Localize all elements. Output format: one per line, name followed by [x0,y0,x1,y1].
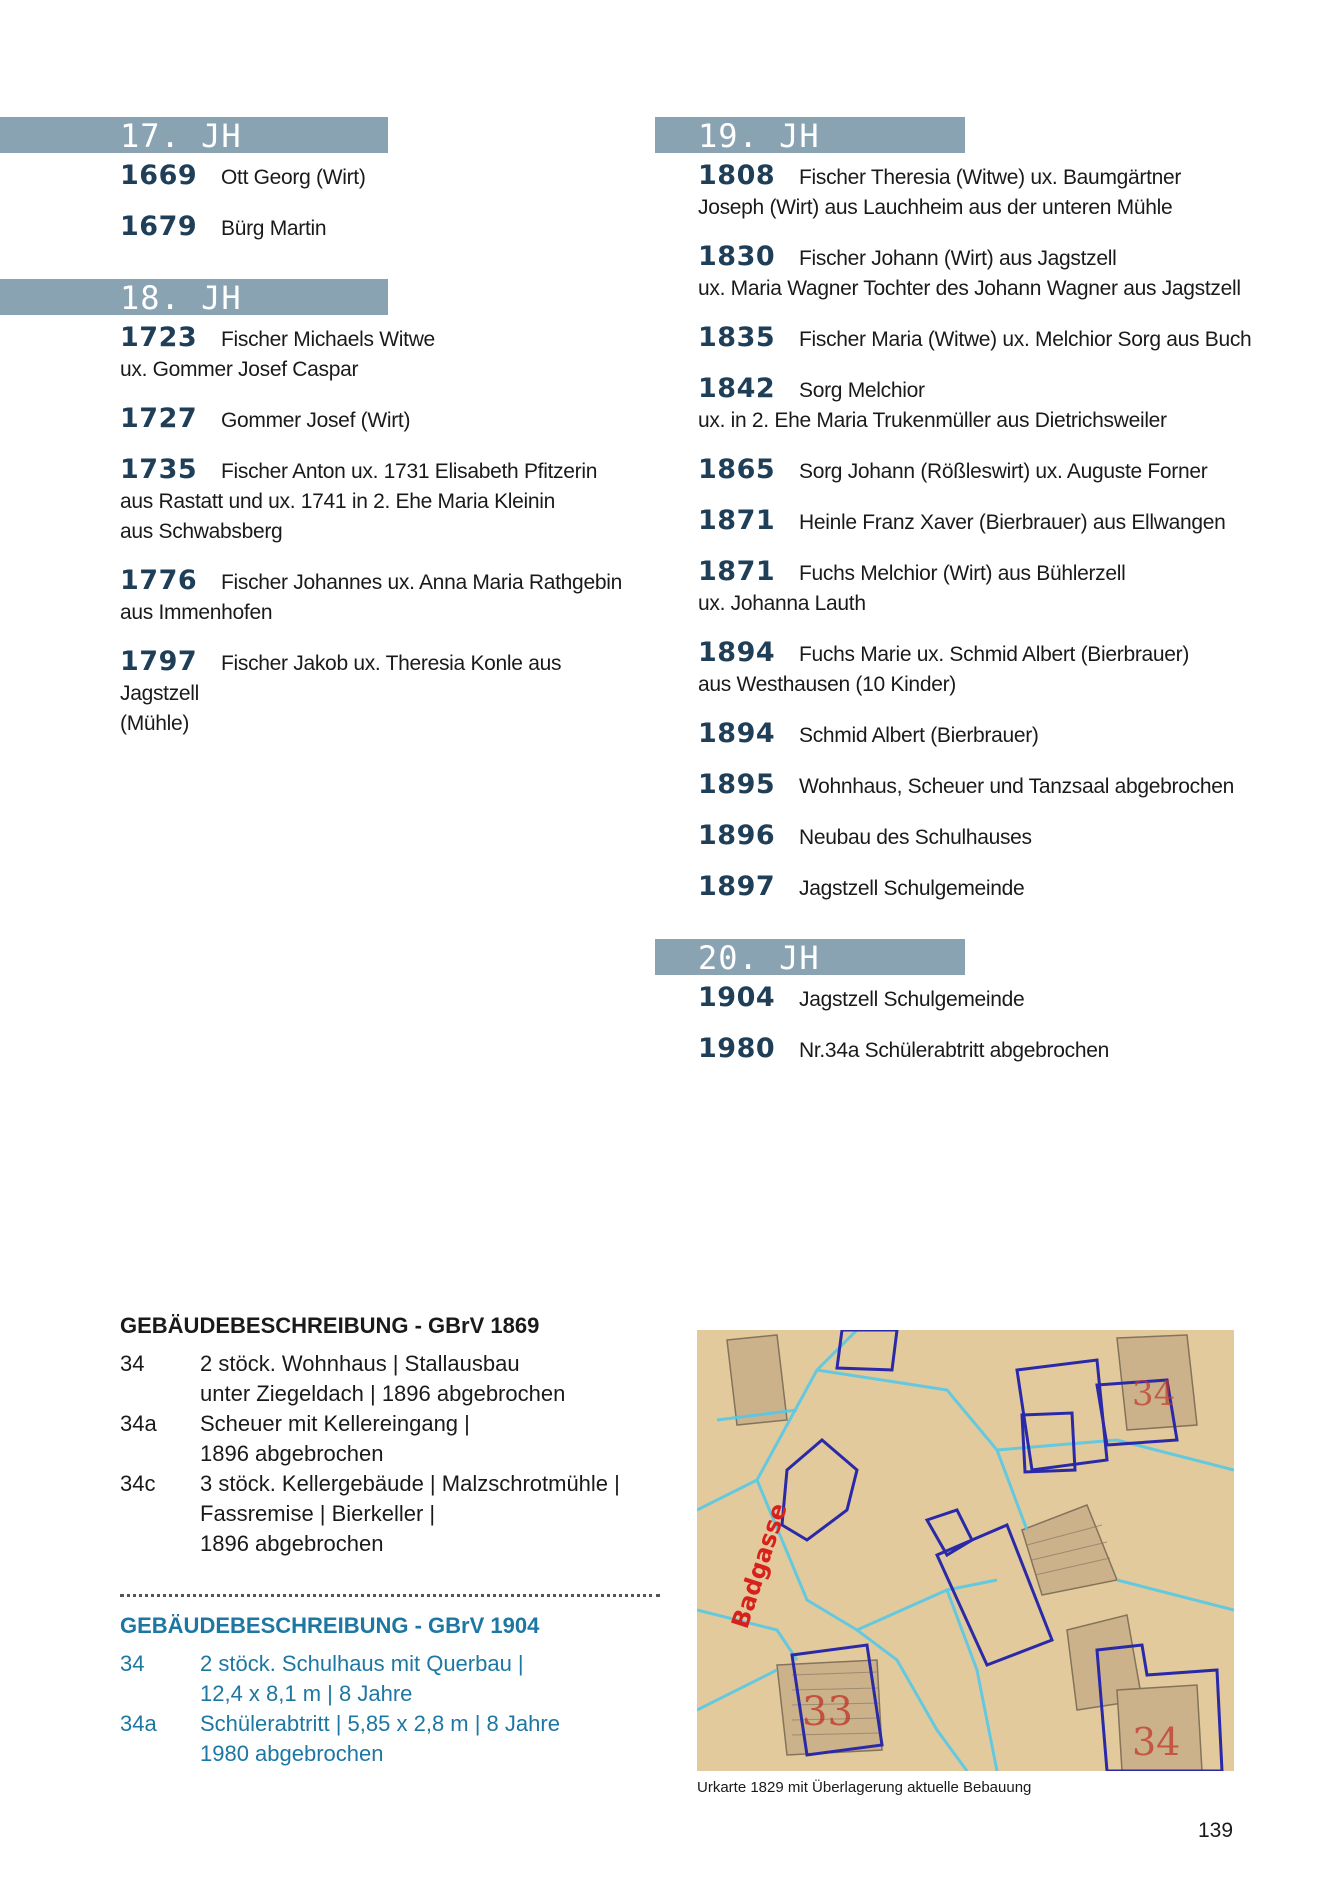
timeline-entry [698,821,1315,853]
entry-text: Fischer Maria (Witwe) ux. Melchior Sorg aus Buch [799,328,1252,351]
entry-year: 1669 [120,160,198,191]
timeline-entry [120,404,640,436]
entry-year: 1723 [120,322,198,353]
entry-text: Ott Georg (Wirt) [221,166,366,189]
entry-year: 1871 [698,556,776,587]
timeline-entry [120,647,640,739]
entry-continuation: aus Westhausen (10 Kinder) [698,673,956,696]
entry-text: Jagstzell Schulgemeinde [799,877,1025,900]
century-heading: 17. JH [0,117,388,153]
description-line: 1896 abgebrochen [200,1531,384,1556]
entry-year: 1679 [120,211,198,242]
entry-text: Sorg Johann (Rößleswirt) ux. Auguste Forner [799,460,1208,483]
timeline-entry [120,161,640,193]
building-description [200,1349,660,1409]
timeline-entry [698,455,1315,487]
entry-text: Fischer Jakob ux. Theresia Konle aus Jagstzell [120,652,562,705]
map-parcel-number: 33 [802,1689,853,1735]
page-number: 139 [1198,1819,1234,1842]
building-description [200,1409,660,1469]
entry-continuation: Joseph (Wirt) aus Lauchheim aus der unteren Mühle [698,196,1173,219]
building-number: 34a [120,1411,157,1436]
timeline-entries [0,153,640,244]
timeline-entry [698,374,1315,436]
timeline-entry [698,242,1315,304]
entry-continuation: ux. in 2. Ehe Maria Trukenmüller aus Dietrichsweiler [698,409,1167,432]
century-heading: 20. JH [655,939,965,975]
timeline-entry [698,557,1315,619]
entry-year: 1835 [698,322,776,353]
timeline-entry [698,161,1315,223]
entry-text: Fischer Michaels Witwe [221,328,435,351]
entry-continuation: ux. Johanna Lauth [698,592,866,615]
timeline-entry [698,770,1315,802]
entry-year: 1808 [698,160,776,191]
entry-continuation: aus Rastatt und ux. 1741 in 2. Ehe Maria Kleinin [120,490,556,513]
entry-year: 1727 [120,403,198,434]
description-row [120,1709,660,1769]
timeline-entry [698,506,1315,538]
description-1904-title: GEBÄUDEBESCHREIBUNG - GBrV 1904 [120,1613,540,1638]
description-line: Schülerabtritt | 5,85 x 2,8 m | 8 Jahre [200,1711,560,1736]
entry-text: Fischer Johann (Wirt) aus Jagstzell [799,247,1117,270]
dotted-divider [120,1594,660,1597]
entry-text: Gommer Josef (Wirt) [221,409,411,432]
entry-year: 1830 [698,241,776,272]
entry-text: Fischer Johannes ux. Anna Maria Rathgebin [221,571,622,594]
building-description [200,1649,660,1709]
century-heading: 18. JH [0,279,388,315]
entry-text: Fuchs Melchior (Wirt) aus Bühlerzell [799,562,1126,585]
entry-year: 1896 [698,820,776,851]
building-number: 34c [120,1471,156,1496]
entry-continuation: aus Immenhofen [120,601,273,624]
entry-text: Schmid Albert (Bierbrauer) [799,724,1039,747]
timeline-entry [698,719,1315,751]
left-column [0,117,640,758]
map-parcel-number: 34 [1132,1720,1181,1764]
description-row [120,1469,660,1559]
timeline-entry [120,212,640,244]
description-line: Fassremise | Bierkeller | [200,1501,436,1526]
entry-year: 1797 [120,646,198,677]
entry-year: 1894 [698,718,776,749]
entry-year: 1894 [698,637,776,668]
timeline-entry [698,638,1315,700]
entry-text: Fuchs Marie ux. Schmid Albert (Bierbrauer) [799,643,1190,666]
timeline-entry [698,983,1315,1015]
timeline-entry [698,323,1315,355]
timeline-entry [120,455,640,547]
entry-text: Fischer Theresia (Witwe) ux. Baumgärtner [799,166,1182,189]
building-number: 34 [120,1351,145,1376]
entry-text: Nr.34a Schülerabtritt abgebrochen [799,1039,1109,1062]
entry-year: 1865 [698,454,776,485]
entry-text: Jagstzell Schulgemeinde [799,988,1025,1011]
entry-continuation: aus Schwabsberg [120,520,283,543]
timeline-entry [698,1034,1315,1066]
entry-year: 1735 [120,454,198,485]
timeline-entries [0,315,640,739]
century-heading: 19. JH [655,117,965,153]
description-line: 1896 abgebrochen [200,1441,384,1466]
description-row [120,1349,660,1409]
entry-text: Heinle Franz Xaver (Bierbrauer) aus Ellwangen [799,511,1226,534]
building-description [200,1469,660,1559]
description-line: 3 stöck. Kellergebäude | Malzschrotmühle | [200,1471,620,1496]
timeline-entries [655,153,1315,904]
map-parcel-number: 34 [1132,1374,1176,1414]
description-1904 [120,1613,660,1769]
cadastral-map [697,1330,1234,1771]
description-1869-title: GEBÄUDEBESCHREIBUNG - GBrV 1869 [120,1313,540,1338]
entry-text: Wohnhaus, Scheuer und Tanzsaal abgebrochen [799,775,1234,798]
building-number: 34a [120,1711,157,1736]
right-column [655,117,1315,1085]
map-street-label: Badgasse [726,1499,793,1632]
building-number: 34 [120,1651,145,1676]
description-line: 2 stöck. Schulhaus mit Querbau | [200,1651,524,1676]
entry-continuation: ux. Gommer Josef Caspar [120,358,359,381]
building-description [200,1709,660,1769]
description-1869 [120,1313,660,1559]
description-line: 1980 abgebrochen [200,1741,384,1766]
description-line: unter Ziegeldach | 1896 abgebrochen [200,1381,566,1406]
description-row [120,1649,660,1709]
description-line: 12,4 x 8,1 m | 8 Jahre [200,1681,413,1706]
entry-year: 1904 [698,982,776,1013]
entry-text: Bürg Martin [221,217,327,240]
timeline-entries [655,975,1315,1066]
entry-year: 1871 [698,505,776,536]
entry-year: 1980 [698,1033,776,1064]
entry-continuation: ux. Maria Wagner Tochter des Johann Wagner aus Jagstzell [698,277,1241,300]
map-caption: Urkarte 1829 mit Überlagerung aktuelle Bebauung [697,1779,1032,1796]
entry-continuation: (Mühle) [120,712,190,735]
map-image [697,1330,1234,1771]
entry-year: 1776 [120,565,198,596]
entry-year: 1842 [698,373,776,404]
description-line: Scheuer mit Kellereingang | [200,1411,470,1436]
description-line: 2 stöck. Wohnhaus | Stallausbau [200,1351,520,1376]
timeline-entry [120,566,640,628]
description-row [120,1409,660,1469]
entry-text: Neubau des Schulhauses [799,826,1032,849]
entry-year: 1897 [698,871,776,902]
timeline-entry [120,323,640,385]
timeline-entry [698,872,1315,904]
entry-year: 1895 [698,769,776,800]
entry-text: Sorg Melchior [799,379,925,402]
entry-text: Fischer Anton ux. 1731 Elisabeth Pfitzerin [221,460,598,483]
